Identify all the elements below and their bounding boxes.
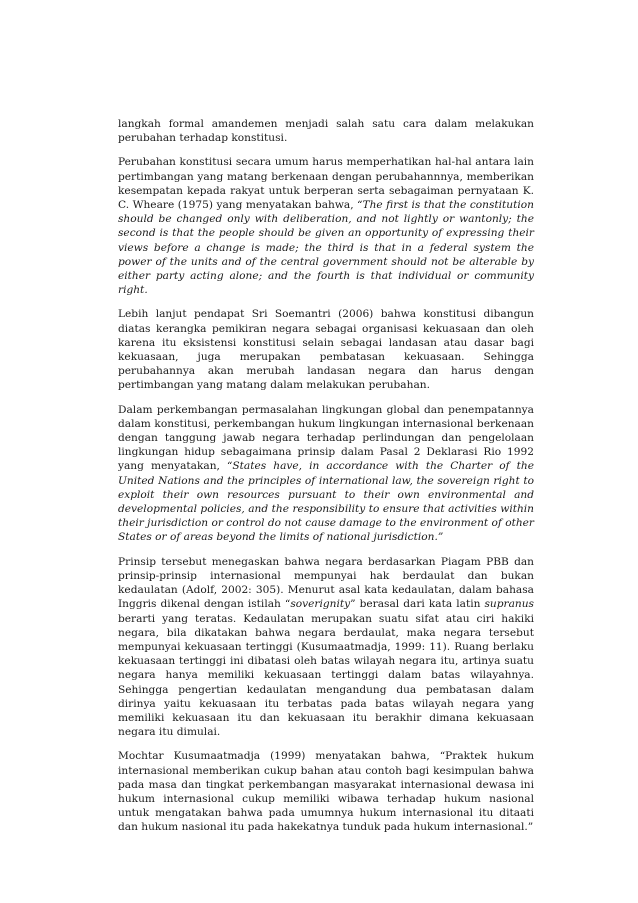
text-run: Perubahan konstitusi secara umum harus memperhatikan hal-hal antara lain pertimbangan yang matang berkenaan dengan perubahannnya, memberikan kesempatan kepada rakyat untuk berperan serta sebagaiman pernyataan K. C. Wheare (1975) yang menyatakan bahwa,	[118, 156, 534, 212]
text-run: Prinsip tersebut menegaskan bahwa negara berdasarkan Piagam PBB dan prinsip-prinsip internasional mempunyai hak berdaulat dan bukan kedaulatan (Adolf, 2002: 305). Menurut asal kata kedaulatan, dalam bahasa Inggris dikenal dengan istilah “	[118, 555, 534, 611]
term-supranus: supranus	[484, 598, 534, 611]
paragraph-1	[118, 117, 534, 145]
paragraph-6	[118, 749, 534, 834]
text-run: berarti yang teratas. Kedaulatan merupakan suatu sifat atau ciri hakiki negara, bila dikatakan bahwa negara berdaulat, maka negara tersebut mempunyai kekuasaan tertinggi (Kusumaatmadja, 1999: 11). Ruang berlaku kekuasaan tertinggi ini dibatasi oleh batas wilayah negara itu, artinya suatu negara hanya memiliki kekuasaan tertinggi dalam batas wilayahnya. Sehingga pengertian kedaulatan mengandung dua pembatasan dalam dirinya yaitu kekuasaan itu terbatas pada batas wilayah negara yang memiliki kekuasaan itu dan kekuasaan itu berakhir dimana kekuasaan negara itu dimulai.	[118, 612, 534, 739]
text-run: Lebih lanjut pendapat Sri Soemantri (2006) bahwa konstitusi dibangun diatas kerangka pemikiran negara sebagai organisasi kekuasaan dan oleh karena itu eksistensi konstitusi selain sebagai landasan atau dasar bagi kekuasaan, juga merupakan pembatasan kekuasaan. Sehingga perubahannya akan merubah landasan negara dan harus dengan pertimbangan yang matang dalam melakukan perubahan.	[118, 308, 534, 392]
paragraph-4	[118, 403, 534, 545]
text-run: Dalam perkembangan permasalahan lingkungan global dan penempatannya dalam konstitusi, perkembangan hukum lingkungan internasional berkenaan dengan tanggung jawab negara terhadap perlindungan dan pengelolaan lingkungan hidup sebagaimana prinsip dalam Pasal 2 Deklarasi Rio 1992 yang menyatakan,	[118, 403, 534, 473]
text-run: langkah formal amandemen menjadi salah satu cara dalam melakukan perubahan terhadap konstitusi.	[118, 118, 534, 145]
quote-wheare: “The first is that the constitution should be changed only with deliberation, and not lightly or wantonly; the second is that the people should be given an opportunity of expressing their views before a change is made; the third is that in a federal system the power of the units and of the central government should not be alterable by either party acting alone; and the fourth is that individual or community right.	[118, 199, 534, 297]
paragraph-3	[118, 307, 534, 392]
quote-rio-declaration: “States have, in accordance with the Charter of the United Nations and the principles of international law, the sovereign right to exploit their own resources pursuant to their own environmental and developmental policies, and the responsibility to ensure that activities within their jurisdiction or control do not cause damage to the environment of other States or of areas beyond the limits of national jurisdiction.”	[118, 460, 534, 544]
paragraph-5	[118, 555, 534, 740]
paragraph-2	[118, 155, 534, 297]
document-page	[118, 117, 534, 835]
text-run: ” berasal dari kata latin	[350, 598, 485, 611]
term-soverignity: soverignity	[290, 598, 351, 611]
text-run: Mochtar Kusumaatmadja (1999) menyatakan bahwa, “Praktek hukum internasional memberikan cukup bahan atau contoh bagi kesimpulan bahwa pada masa dan tingkat perkembangan masyarakat internasional dewasa ini hukum internasional cukup memiliki wibawa terhadap hukum nasional untuk mengatakan bahwa pada umumnya hukum internasional itu ditaati dan hukum nasional itu pada hakekatnya tunduk pada hukum internasional.”	[118, 750, 534, 834]
